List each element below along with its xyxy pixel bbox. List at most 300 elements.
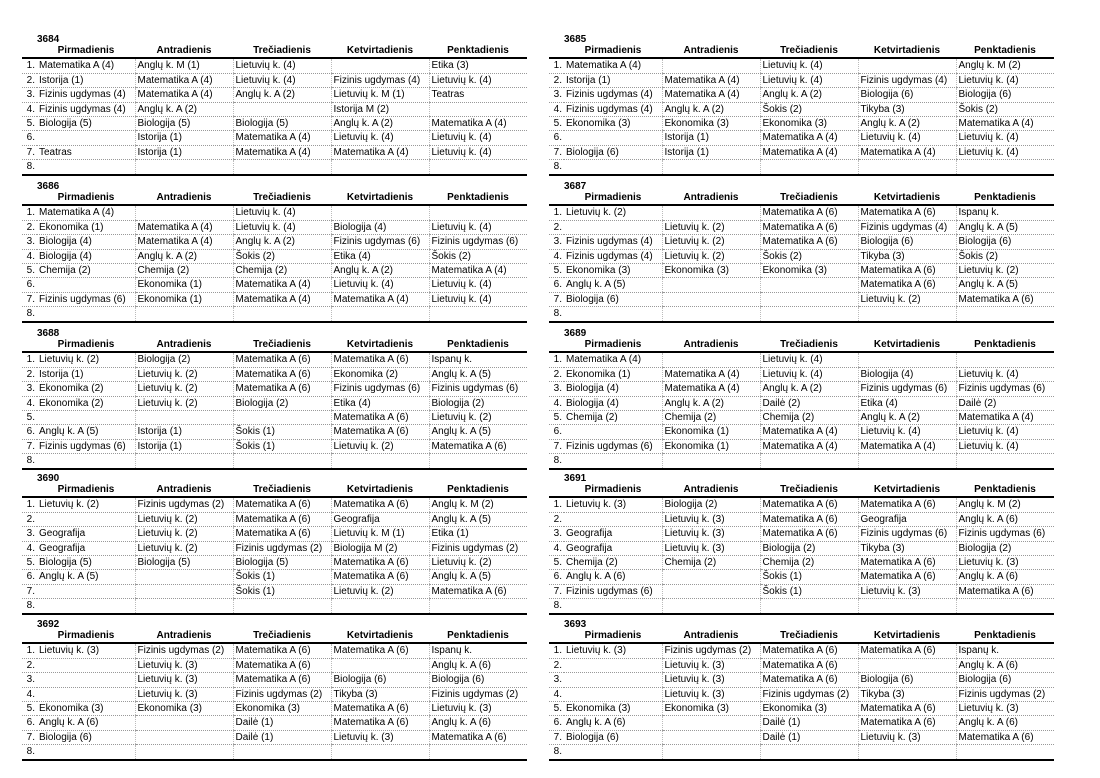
lesson-cell: [429, 205, 527, 220]
lesson-cell: Lietuvių k. (3): [662, 687, 760, 701]
lesson-cell: Lietuvių k. (4): [956, 439, 1054, 453]
lesson-cell: Matematika A (6): [331, 497, 429, 512]
day-header: Antradienis: [135, 483, 233, 497]
lesson-number: 3.: [22, 527, 37, 541]
lesson-cell: Biologija M (2): [331, 541, 429, 555]
lesson-cell: Lietuvių k. (3): [662, 512, 760, 526]
lesson-cell: Biologija (6): [331, 673, 429, 687]
lesson-cell: Matematika A (4): [331, 145, 429, 159]
lesson-cell: Dailė (1): [233, 730, 331, 744]
lesson-cell: Matematika A (6): [429, 584, 527, 598]
lesson-cell: Chemija (2): [564, 556, 662, 570]
timetable-table: [549, 191, 1054, 323]
lesson-row: [549, 584, 1054, 598]
day-header: Antradienis: [662, 44, 760, 58]
lesson-cell: Lietuvių k. (3): [135, 673, 233, 687]
lesson-cell: Ispanų k.: [956, 205, 1054, 220]
day-header: Trečiadienis: [760, 483, 858, 497]
day-header: Pirmadienis: [564, 44, 662, 58]
lesson-number: 1.: [549, 205, 564, 220]
lesson-cell: Tikyba (3): [331, 687, 429, 701]
lesson-number: 8.: [549, 160, 564, 175]
lesson-cell: Matematika A (6): [760, 235, 858, 249]
lesson-number: 5.: [22, 264, 37, 278]
lesson-cell: [564, 425, 662, 439]
lesson-row: [22, 102, 527, 116]
lesson-cell: [858, 307, 956, 322]
class-code: 3687: [564, 181, 587, 192]
day-header: Pirmadienis: [37, 629, 135, 643]
lesson-number: 8.: [22, 745, 37, 760]
timetable-table: [549, 629, 1054, 761]
lesson-cell: Lietuvių k. (3): [429, 702, 527, 716]
class-code: 3692: [37, 619, 60, 630]
day-header: Antradienis: [135, 191, 233, 205]
lesson-cell: Biologija (5): [233, 117, 331, 131]
lesson-cell: Lietuvių k. (3): [37, 643, 135, 658]
lesson-cell: Ispanų k.: [429, 352, 527, 367]
lesson-row: [22, 556, 527, 570]
lesson-cell: Dailė (1): [760, 730, 858, 744]
lesson-row: [22, 643, 527, 658]
lesson-number: 5.: [549, 556, 564, 570]
day-header: Penktadienis: [956, 338, 1054, 352]
lesson-row: [549, 160, 1054, 175]
lesson-cell: Ekonomika (3): [760, 117, 858, 131]
lesson-cell: Anglų k. A (2): [858, 117, 956, 131]
lesson-row: [549, 716, 1054, 730]
day-header: Ketvirtadienis: [331, 629, 429, 643]
lesson-cell: [564, 673, 662, 687]
lesson-cell: [37, 278, 135, 292]
lesson-cell: Chemija (2): [135, 264, 233, 278]
lesson-cell: Tikyba (3): [858, 687, 956, 701]
lesson-number: 7.: [549, 292, 564, 306]
lesson-row: [22, 117, 527, 131]
lesson-number: 1.: [22, 352, 37, 367]
lesson-cell: Matematika A (6): [858, 205, 956, 220]
lesson-cell: [662, 454, 760, 469]
lesson-cell: Matematika A (6): [331, 425, 429, 439]
lesson-cell: [135, 599, 233, 614]
lesson-cell: [233, 160, 331, 175]
lesson-cell: Ispanų k.: [429, 643, 527, 658]
lesson-cell: Matematika A (6): [331, 411, 429, 425]
lesson-cell: Matematika A (6): [331, 643, 429, 658]
lesson-cell: Matematika A (6): [858, 497, 956, 512]
lesson-cell: Ekonomika (1): [564, 367, 662, 381]
class-code: 3688: [37, 328, 60, 339]
lesson-cell: Matematika A (6): [760, 205, 858, 220]
lesson-row: [22, 235, 527, 249]
lesson-cell: Biologija (4): [564, 382, 662, 396]
lesson-number: 4.: [22, 687, 37, 701]
lesson-row: [22, 307, 527, 322]
lesson-number: 3.: [549, 382, 564, 396]
lesson-cell: Fizinis ugdymas (4): [37, 88, 135, 102]
lesson-row: [549, 411, 1054, 425]
day-header: Trečiadienis: [760, 338, 858, 352]
lesson-cell: Etika (4): [858, 396, 956, 410]
lesson-cell: [662, 352, 760, 367]
lesson-cell: Istorija (1): [662, 131, 760, 145]
lesson-number: 8.: [549, 454, 564, 469]
lesson-row: [549, 425, 1054, 439]
class-code: 3685: [564, 34, 587, 45]
lesson-cell: Anglų k. A (6): [564, 716, 662, 730]
lesson-cell: [429, 454, 527, 469]
lesson-cell: [564, 307, 662, 322]
lesson-cell: [956, 745, 1054, 760]
lesson-row: [22, 73, 527, 87]
lesson-row: [549, 541, 1054, 555]
lesson-cell: Ekonomika (3): [564, 264, 662, 278]
lesson-number: 8.: [549, 599, 564, 614]
lesson-cell: Anglų k. A (2): [662, 396, 760, 410]
lesson-row: [22, 599, 527, 614]
lesson-cell: Lietuvių k. (4): [429, 278, 527, 292]
lesson-cell: Lietuvių k. (4): [956, 425, 1054, 439]
lesson-cell: Ekonomika (1): [662, 439, 760, 453]
lesson-cell: Matematika A (6): [760, 673, 858, 687]
lesson-cell: Matematika A (6): [233, 352, 331, 367]
lesson-cell: [233, 599, 331, 614]
lesson-cell: Lietuvių k. (4): [429, 131, 527, 145]
lesson-cell: [662, 292, 760, 306]
lesson-cell: Geografija: [564, 541, 662, 555]
lesson-number: 3.: [549, 235, 564, 249]
lesson-cell: Matematika A (6): [233, 658, 331, 672]
lesson-cell: Šokis (2): [956, 249, 1054, 263]
lesson-number: 2.: [549, 73, 564, 87]
lesson-cell: Fizinis ugdymas (4): [331, 73, 429, 87]
lesson-cell: Anglų k. A (2): [760, 88, 858, 102]
lesson-cell: Biologija (2): [956, 541, 1054, 555]
lesson-cell: Biologija (5): [135, 117, 233, 131]
day-header: Trečiadienis: [233, 483, 331, 497]
lesson-row: [549, 527, 1054, 541]
lesson-cell: Lietuvių k. (2): [858, 292, 956, 306]
lesson-cell: Biologija (6): [564, 145, 662, 159]
lesson-cell: Matematika A (4): [564, 58, 662, 73]
lesson-cell: Biologija (6): [429, 673, 527, 687]
day-header: Ketvirtadienis: [331, 483, 429, 497]
lesson-cell: Dailė (2): [760, 396, 858, 410]
lesson-cell: Lietuvių k. (4): [760, 352, 858, 367]
lesson-cell: [858, 599, 956, 614]
day-header: Penktadienis: [956, 483, 1054, 497]
header-corner: [549, 338, 564, 352]
day-header: Pirmadienis: [564, 483, 662, 497]
lesson-row: [549, 249, 1054, 263]
lesson-cell: Biologija (4): [37, 249, 135, 263]
lesson-cell: Matematika A (4): [858, 439, 956, 453]
lesson-number: 4.: [22, 102, 37, 116]
lesson-cell: [233, 454, 331, 469]
lesson-cell: Lietuvių k. (2): [135, 382, 233, 396]
day-header: Penktadienis: [429, 338, 527, 352]
lesson-cell: Matematika A (6): [956, 730, 1054, 744]
lesson-cell: [233, 411, 331, 425]
lesson-cell: [564, 745, 662, 760]
lesson-cell: [233, 745, 331, 760]
lesson-cell: Matematika A (4): [135, 235, 233, 249]
lesson-cell: Matematika A (6): [331, 570, 429, 584]
lesson-number: 2.: [22, 220, 37, 234]
lesson-cell: [37, 673, 135, 687]
lesson-cell: Matematika A (6): [760, 220, 858, 234]
lesson-cell: [858, 658, 956, 672]
day-header: Antradienis: [662, 629, 760, 643]
lesson-cell: [760, 160, 858, 175]
lesson-cell: Matematika A (6): [858, 278, 956, 292]
lesson-cell: Biologija (6): [564, 730, 662, 744]
class-code: 3689: [564, 328, 587, 339]
lesson-number: 3.: [22, 382, 37, 396]
lesson-cell: [662, 160, 760, 175]
lesson-cell: Matematika A (6): [956, 584, 1054, 598]
lesson-cell: Dailė (2): [956, 396, 1054, 410]
lesson-row: [549, 599, 1054, 614]
lesson-cell: Lietuvių k. (2): [662, 235, 760, 249]
lesson-cell: [662, 730, 760, 744]
lesson-number: 4.: [22, 541, 37, 555]
day-header: Ketvirtadienis: [331, 338, 429, 352]
lesson-number: 4.: [549, 249, 564, 263]
lesson-number: 1.: [22, 643, 37, 658]
lesson-cell: Biologija (4): [37, 235, 135, 249]
lesson-cell: Lietuvių k. (3): [858, 584, 956, 598]
lesson-number: 3.: [22, 235, 37, 249]
lesson-row: [22, 58, 527, 73]
lesson-cell: Ekonomika (2): [37, 396, 135, 410]
lesson-cell: [858, 58, 956, 73]
lesson-cell: Lietuvių k. (4): [858, 131, 956, 145]
lesson-cell: Matematika A (4): [233, 131, 331, 145]
lesson-cell: Geografija: [37, 527, 135, 541]
lesson-cell: Lietuvių k. (3): [956, 702, 1054, 716]
lesson-cell: Ekonomika (3): [135, 702, 233, 716]
lesson-number: 1.: [549, 497, 564, 512]
lesson-cell: Matematika A (4): [37, 58, 135, 73]
lesson-cell: Lietuvių k. (2): [564, 205, 662, 220]
lesson-cell: Anglų k. A (6): [956, 716, 1054, 730]
day-header: Ketvirtadienis: [331, 191, 429, 205]
lesson-cell: Biologija (6): [858, 673, 956, 687]
lesson-number: 4.: [549, 102, 564, 116]
class-code: 3684: [37, 34, 60, 45]
lesson-cell: Fizinis ugdymas (2): [760, 687, 858, 701]
lesson-cell: Lietuvių k. (4): [429, 292, 527, 306]
lesson-cell: Dailė (1): [760, 716, 858, 730]
lesson-row: [22, 367, 527, 381]
lesson-number: 1.: [549, 58, 564, 73]
lesson-cell: Istorija M (2): [331, 102, 429, 116]
lesson-number: 2.: [549, 220, 564, 234]
lesson-cell: Matematika A (6): [760, 497, 858, 512]
lesson-cell: Fizinis ugdymas (2): [662, 643, 760, 658]
lesson-cell: [662, 570, 760, 584]
lesson-cell: Anglų k. A (2): [331, 264, 429, 278]
lesson-cell: Chemija (2): [37, 264, 135, 278]
lesson-cell: Anglų k. A (2): [135, 249, 233, 263]
lesson-cell: [760, 292, 858, 306]
lesson-cell: [662, 599, 760, 614]
day-header: Pirmadienis: [564, 338, 662, 352]
lesson-cell: Lietuvių k. (4): [429, 145, 527, 159]
lesson-row: [549, 292, 1054, 306]
lesson-cell: [564, 687, 662, 701]
lesson-number: 3.: [22, 88, 37, 102]
lesson-cell: Fizinis ugdymas (6): [37, 439, 135, 453]
lesson-row: [549, 687, 1054, 701]
day-header: Antradienis: [135, 629, 233, 643]
lesson-cell: Istorija (1): [662, 145, 760, 159]
lesson-cell: [331, 658, 429, 672]
lesson-number: 7.: [22, 584, 37, 598]
day-header: Penktadienis: [429, 483, 527, 497]
lesson-cell: Lietuvių k. (3): [662, 541, 760, 555]
lesson-cell: Lietuvių k. (3): [564, 643, 662, 658]
lesson-cell: Matematika A (4): [37, 205, 135, 220]
lesson-cell: Ekonomika (3): [662, 702, 760, 716]
day-header: Ketvirtadienis: [858, 338, 956, 352]
lesson-cell: Matematika A (6): [858, 264, 956, 278]
lesson-row: [549, 88, 1054, 102]
lesson-row: [22, 439, 527, 453]
lesson-cell: Šokis (2): [233, 249, 331, 263]
lesson-cell: Biologija (6): [956, 88, 1054, 102]
lesson-cell: Tikyba (3): [858, 102, 956, 116]
lesson-row: [549, 264, 1054, 278]
lesson-number: 8.: [22, 599, 37, 614]
lesson-cell: Matematika A (6): [233, 512, 331, 526]
lesson-cell: [564, 512, 662, 526]
lesson-cell: Biologija (2): [233, 396, 331, 410]
lesson-number: 4.: [549, 541, 564, 555]
lesson-cell: Lietuvių k. (3): [662, 673, 760, 687]
lesson-cell: Biologija (5): [37, 556, 135, 570]
lesson-row: [549, 117, 1054, 131]
timetable-table: [22, 629, 527, 761]
lesson-cell: Anglų k. A (5): [429, 425, 527, 439]
lesson-row: [549, 658, 1054, 672]
lesson-cell: Fizinis ugdymas (6): [956, 527, 1054, 541]
lesson-cell: [956, 599, 1054, 614]
lesson-cell: Matematika A (4): [662, 73, 760, 87]
lesson-cell: Lietuvių k. (2): [135, 512, 233, 526]
header-corner: [549, 44, 564, 58]
day-header: Ketvirtadienis: [858, 483, 956, 497]
lesson-number: 1.: [22, 58, 37, 73]
lesson-cell: Istorija (1): [37, 367, 135, 381]
lesson-cell: Lietuvių k. (2): [331, 584, 429, 598]
lesson-cell: Anglų k. M (2): [429, 497, 527, 512]
lesson-cell: Lietuvių k. (3): [135, 687, 233, 701]
lesson-cell: Fizinis ugdymas (2): [233, 541, 331, 555]
lesson-cell: Lietuvių k. (4): [331, 131, 429, 145]
lesson-row: [22, 264, 527, 278]
lesson-cell: [429, 745, 527, 760]
lesson-row: [549, 512, 1054, 526]
lesson-cell: Anglų k. M (1): [135, 58, 233, 73]
lesson-row: [549, 102, 1054, 116]
lesson-cell: [331, 454, 429, 469]
lesson-cell: Fizinis ugdymas (4): [858, 220, 956, 234]
lesson-row: [549, 145, 1054, 159]
day-header: Penktadienis: [956, 629, 1054, 643]
lesson-row: [549, 643, 1054, 658]
lesson-cell: Lietuvių k. (3): [135, 658, 233, 672]
timetable-table: [549, 483, 1054, 615]
lesson-cell: Matematika A (4): [956, 411, 1054, 425]
lesson-number: 1.: [22, 497, 37, 512]
class-code: 3686: [37, 181, 60, 192]
lesson-row: [549, 382, 1054, 396]
lesson-number: 5.: [549, 117, 564, 131]
lesson-cell: Biologija (6): [37, 730, 135, 744]
lesson-cell: Fizinis ugdymas (6): [37, 292, 135, 306]
day-header: Ketvirtadienis: [858, 44, 956, 58]
header-corner: [22, 44, 37, 58]
lesson-cell: Matematika A (6): [760, 643, 858, 658]
lesson-cell: [760, 599, 858, 614]
lesson-cell: Fizinis ugdymas (4): [37, 102, 135, 116]
lesson-row: [549, 367, 1054, 381]
day-header: Ketvirtadienis: [858, 191, 956, 205]
lesson-cell: Anglų k. A (5): [429, 512, 527, 526]
lesson-number: 5.: [549, 264, 564, 278]
lesson-cell: [37, 658, 135, 672]
lesson-row: [549, 307, 1054, 322]
lesson-cell: Matematika A (4): [429, 117, 527, 131]
lesson-cell: Matematika A (6): [858, 556, 956, 570]
lesson-cell: [858, 352, 956, 367]
lesson-number: 6.: [22, 278, 37, 292]
lesson-row: [549, 396, 1054, 410]
header-corner: [22, 338, 37, 352]
lesson-row: [549, 745, 1054, 760]
lesson-cell: Biologija (5): [135, 556, 233, 570]
lesson-cell: Fizinis ugdymas (6): [858, 527, 956, 541]
day-header: Antradienis: [135, 44, 233, 58]
lesson-cell: Šokis (2): [760, 249, 858, 263]
lesson-cell: [331, 205, 429, 220]
lesson-row: [549, 439, 1054, 453]
lesson-cell: Matematika A (6): [331, 716, 429, 730]
lesson-row: [22, 527, 527, 541]
timetable-table: [549, 338, 1054, 470]
lesson-cell: Fizinis ugdymas (4): [564, 235, 662, 249]
lesson-number: 7.: [22, 292, 37, 306]
lesson-cell: Lietuvių k. (3): [662, 658, 760, 672]
lesson-number: 7.: [22, 730, 37, 744]
header-corner: [22, 191, 37, 205]
lesson-cell: Anglų k. A (6): [956, 512, 1054, 526]
lesson-cell: Biologija (2): [662, 497, 760, 512]
lesson-number: 1.: [22, 205, 37, 220]
lesson-number: 6.: [549, 716, 564, 730]
lesson-number: 2.: [549, 658, 564, 672]
day-header: Trečiadienis: [233, 338, 331, 352]
header-corner: [22, 483, 37, 497]
lesson-cell: Biologija (2): [429, 396, 527, 410]
lesson-number: 7.: [22, 439, 37, 453]
lesson-row: [549, 556, 1054, 570]
lesson-cell: Lietuvių k. (2): [37, 352, 135, 367]
lesson-cell: [662, 307, 760, 322]
lesson-cell: Anglų k. A (6): [564, 570, 662, 584]
